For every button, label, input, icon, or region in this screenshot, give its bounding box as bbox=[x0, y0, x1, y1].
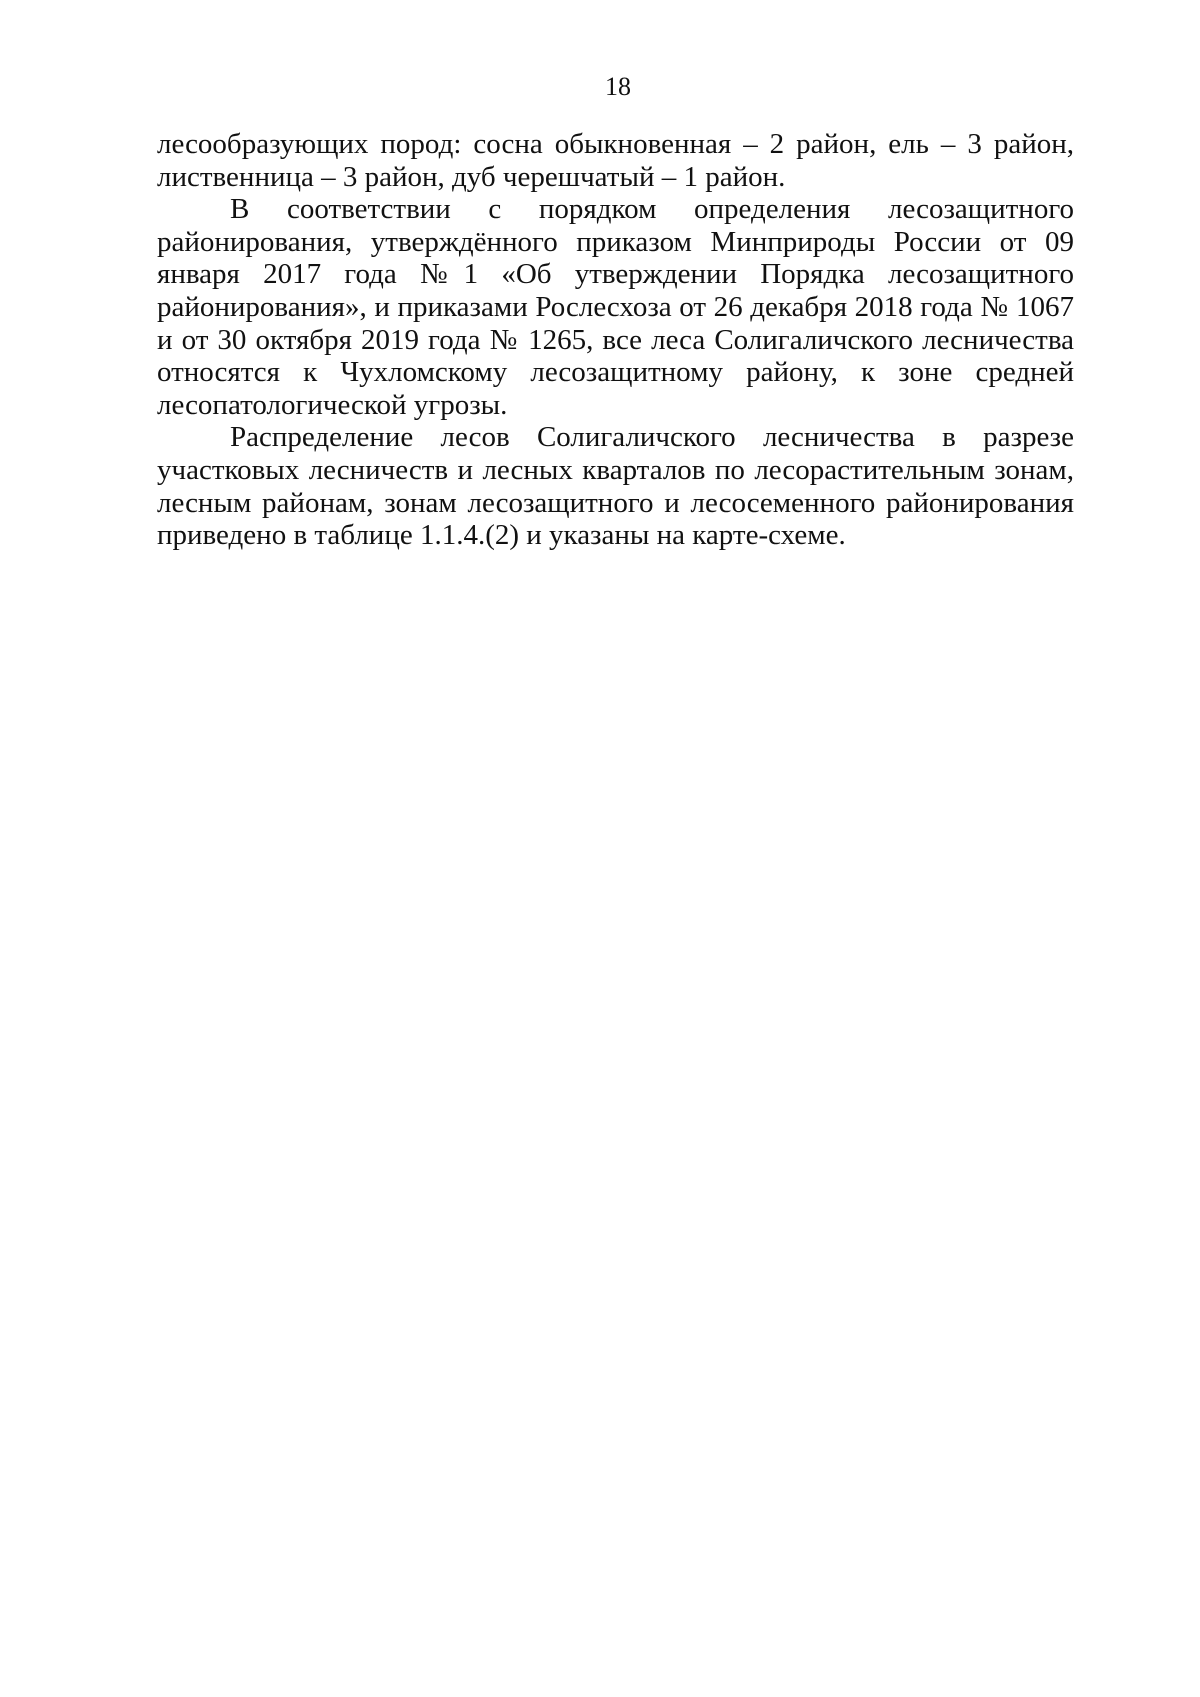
page-number: 18 bbox=[605, 72, 631, 101]
paragraph-continuation: лесообразующих пород: сосна обыкновенная – 2 район, ель – 3 район, лиственница – 3 район, дуб черешчатый – 1 район. bbox=[157, 128, 1074, 193]
paragraph-forest-distribution: Распределение лесов Солигаличского лесничества в разрезе участковых лесничеств и лесных кварталов по лесорастительным зонам, лесным районам, зонам лесозащитного и лесосеменного районирования приведено в таблице 1.1.4.(2) и указаны на карте-схеме. bbox=[157, 421, 1074, 552]
document-body bbox=[157, 128, 1074, 552]
paragraph-forest-protection-zoning: В соответствии с порядком определения лесозащитного районирования, утверждённого приказом Минприроды России от 09 января 2017 года №1 «Об утверждении Порядка лесозащитного районирования», и приказами Рослесхоза от 26 декабря 2018 года № 1067 и от 30 октября 2019 года № 1265, все леса Солигаличского лесничества относятся к Чухломскому лесозащитному району, к зоне средней лесопатологической угрозы. bbox=[157, 193, 1074, 421]
